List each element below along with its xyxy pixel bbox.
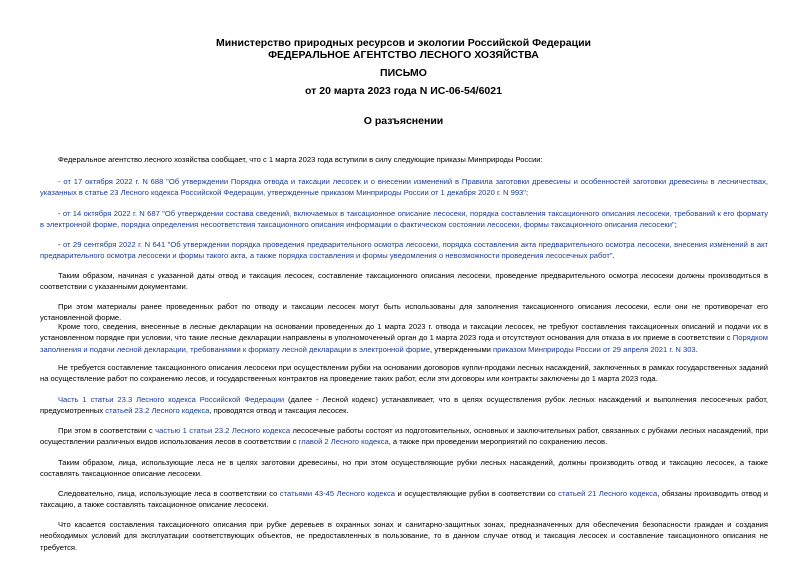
document-link[interactable]: статьей 23.2 Лесного кодекса — [105, 406, 210, 416]
document-link[interactable]: статьями 43-45 Лесного кодекса — [279, 489, 395, 498]
document-link[interactable]: Порядком заполнения и подачи лесной декларации, требованиями к формату лесной декларации в электронной форме — [40, 333, 768, 354]
paragraph-text: , обязаны производить отвод и таксацию, а также составлять таксационное описание лесосеки. — [40, 489, 768, 510]
paragraph — [40, 519, 768, 553]
paragraph — [40, 239, 768, 262]
document-link[interactable]: статьей 21 Лесного кодекса — [558, 489, 658, 498]
paragraph — [40, 270, 768, 293]
paragraph — [40, 425, 768, 448]
document-link[interactable]: Часть 1 статьи 23.3 Лесного кодекса Российской Федерации — [58, 395, 285, 404]
paragraph-text: - — [58, 209, 63, 218]
document-link[interactable]: - от 17 октября 2022 г. N 688 "Об утверждении Порядка отвода и таксации лесосек и о внесении изменений в Правила заготовки древесины и особенностей заготовки древесины в лесничествах, указанных в статье 23 Лесного кодекса Российской Федерации, утвержденные приказом Минприроды России от 1 декабря 2020 г. N 993"; — [40, 177, 768, 198]
ministry-name: Министерство природных ресурсов и экологии Российской Федерации — [215, 37, 592, 49]
paragraph — [40, 362, 768, 385]
paragraph — [40, 208, 768, 231]
document-link[interactable]: приказом Минприроды России от 29 апреля 2021 г. N 303 — [493, 344, 696, 354]
paragraph-text: При этом в соответствии с — [58, 426, 156, 435]
paragraph-text: - — [58, 240, 63, 249]
paragraph-text: , утвержденными — [429, 344, 494, 354]
paragraph-text: Что касается составления таксационного описания при рубке деревьев в охранных зонах и санитарно-защитных зонах, предназначенных для обеспечения безопасности граждан и создания необходимых условий для эксплуатации соответствующих объектов, не предоставленных в пользование, то в данном случае отвод и таксация лесосек и составление таксационного описания не требуется. — [40, 520, 768, 552]
document-link[interactable]: главой 2 Лесного кодекса — [298, 437, 389, 447]
agency-name: ФЕДЕРАЛЬНОЕ АГЕНТСТВО ЛЕСНОГО ХОЗЯЙСТВА — [268, 49, 539, 61]
paragraph-text: . — [612, 251, 615, 261]
paragraph — [40, 394, 768, 417]
paragraph-text: Таким образом, лица, использующие леса не в целях заготовки древесины, но при этом осуществляющие рубки лесных насаждений, должны производить отвод и таксацию лесосек, а также составлять таксационное описание лесосеки. — [40, 458, 768, 479]
paragraph-text: (далее - Лесной кодекс) устанавливает, что в целях осуществления рубок лесных насаждений и выполнения лесосечных работ, предусмотренных — [40, 395, 768, 416]
document-subject: О разъяснении — [363, 115, 444, 127]
paragraph-text: . — [695, 344, 698, 354]
paragraph-text: Следовательно, лица, использующие леса в соответствии со — [58, 489, 280, 498]
paragraph-text: лесосечные работы состоят из подготовительных, основных и заключительных работ, связанных с рубками лесных насаждений, при осуществлении различных видов использования лесов в соответствии с — [40, 426, 768, 447]
document-date-number: от 20 марта 2023 года N ИС-06-54/6021 — [305, 85, 502, 97]
paragraph-text: , проводятся отвод и таксация лесосек. — [209, 406, 349, 416]
paragraph — [40, 154, 768, 165]
paragraph-text: Кроме того, сведения, внесенные в лесные декларации на основании проведенных до 1 марта 2023 г. отвода и таксации лесосек, не требуют составления таксационных описаний и подачи их в установленном порядке при условии, что такие лесные декларации направлены в уполномоченный орган до 1 марта 2023 года и отсутствуют основания для отказа в их приеме в соответствии с — [40, 322, 768, 343]
paragraph-text: При этом материалы ранее проведенных работ по отводу и таксации лесосек могут быть использованы для заполнения таксационного описания лесосеки, если они не противоречат его установленной форме. — [40, 302, 768, 323]
paragraph — [40, 488, 768, 511]
paragraph-text: Федеральное агентство лесного хозяйства сообщает, что с 1 марта 2023 года вступили в силу следующие приказы Минприроды России: — [58, 155, 543, 164]
paragraph-text: ; — [674, 220, 677, 230]
document-type: ПИСЬМО — [380, 67, 427, 79]
document-link[interactable]: частью 1 статьи 23.2 Лесного кодекса — [155, 426, 291, 435]
document-link[interactable]: от 29 сентября 2022 г. N 641 "Об утверждении порядка проведения предварительного осмотра лесосеки, порядка составления акта предварительного осмотра лесосеки, внесения изменений в акт предварительного осмотра лесосеки и формы такого акта, а также порядка составления и формы уведомления о невозможности проведения лесосечных работ" — [40, 240, 768, 261]
paragraph-text: , а также при проведении мероприятий по сохранению лесов. — [388, 437, 608, 447]
paragraph — [40, 457, 768, 480]
document-link[interactable]: от 14 октября 2022 г. N 687 "Об утверждении состава сведений, включаемых в таксационное описание лесосеки, порядка составления таксационного описания лесосеки, требований к его формату в электронной форме, порядка определения несоответствия таксационного описания информации о фактическом состоянии лесосеки, формы таксационного описания лесосеки" — [40, 209, 768, 230]
paragraph-text: Таким образом, начиная с указанной даты отвод и таксация лесосек, составление таксационного описания лесосеки, проведение предварительного осмотра лесосеки должны производиться в соответствии с указанными документами. — [40, 271, 768, 292]
paragraph-text: Не требуется составление таксационного описания лесосеки при осуществлении рубки на основании договоров купли-продажи лесных насаждений, заключенных в рамках государственных заданий на осуществление работ по сохранению лесов, и государственных контрактов на проведение таких работ, если эти договоры или контракты заключены до 1 марта 2023 года. — [40, 363, 768, 384]
paragraph — [40, 321, 768, 355]
paragraph — [40, 176, 768, 199]
paragraph-text: и осуществляющие рубки в соответствии со — [394, 489, 559, 498]
